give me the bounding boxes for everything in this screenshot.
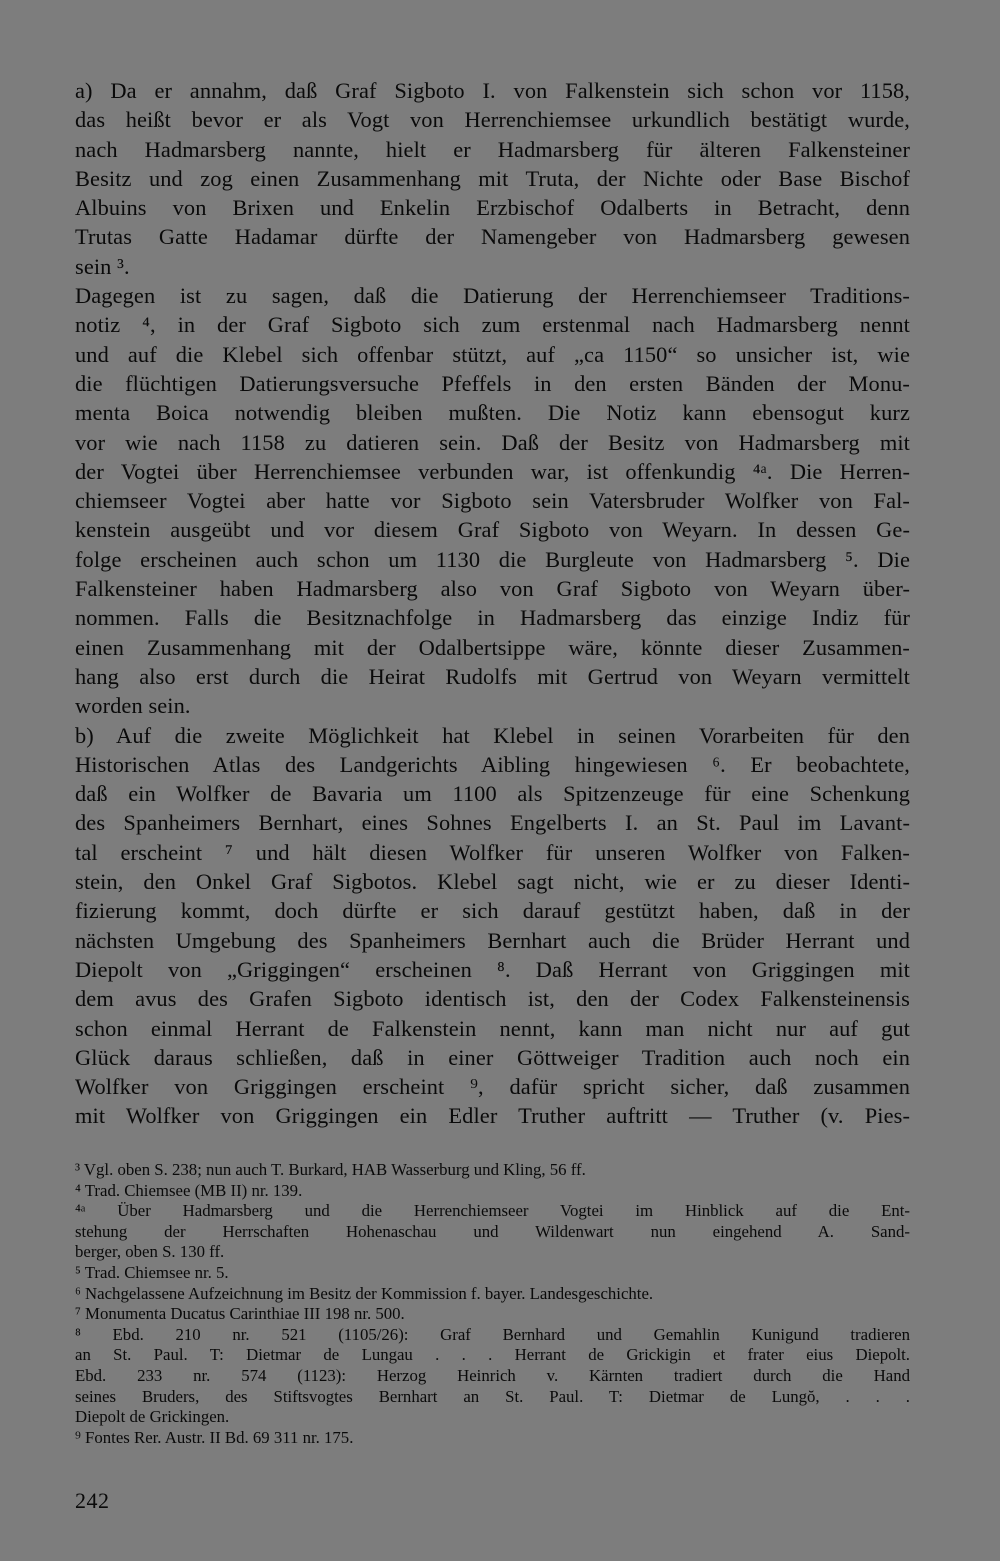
paragraph-a (75, 76, 910, 281)
text-line: Falkensteiner haben Hadmarsberg also von Graf Sigboto von Weyarn über- (75, 576, 910, 602)
footnote-6 (75, 1284, 910, 1305)
footnote-line: ⁴ Trad. Chiemsee (MB II) nr. 139. (75, 1180, 303, 1200)
text-line: tal erscheint ⁷ und hält diesen Wolfker für unseren Wolfker von Falken- (75, 839, 910, 865)
footnote-line: ⁶ Nachgelassene Aufzeichnung im Besitz der Kommission f. bayer. Landesgeschichte. (75, 1283, 654, 1303)
footnotes (75, 1160, 910, 1448)
text-line: Trutas Gatte Hadamar dürfte der Namengeber von Hadmarsberg gewesen (75, 224, 910, 250)
footnote-5 (75, 1263, 910, 1284)
text-line: vor wie nach 1158 zu datieren sein. Daß der Besitz von Hadmarsberg mit (75, 429, 910, 455)
page-number: 242 (75, 1488, 110, 1513)
text-line: fizierung kommt, doch dürfte er sich darauf gestützt haben, daß in der (75, 898, 910, 924)
text-line: des Spanheimers Bernhart, eines Sohnes Engelberts I. an St. Paul im Lavant- (75, 810, 910, 836)
footnote-line: an St. Paul. T: Dietmar de Lungau . . . Herrant de Grickigin et frater eius Diepolt. (75, 1345, 910, 1365)
text-line: nommen. Falls die Besitznachfolge in Hadmarsberg das einzige Indiz für (75, 605, 910, 631)
footnote-line: ³ Vgl. oben S. 238; nun auch T. Burkard, HAB Wasserburg und Kling, 56 ff. (75, 1160, 586, 1179)
footnote-8 (75, 1325, 910, 1428)
main-text (75, 76, 910, 1131)
footnote-line: Diepolt de Grickingen. (75, 1407, 230, 1427)
text-line: schon einmal Herrant de Falkenstein nennt, kann man nicht nur auf gut (75, 1015, 910, 1041)
text-line: einen Zusammenhang mit der Odalbertsippe wäre, könnte dieser Zusammen- (75, 634, 910, 660)
text-line: hang also erst durch die Heirat Rudolfs mit Gertrud von Weyarn vermittelt (75, 663, 910, 689)
paragraph-b (75, 721, 910, 1131)
text-line: dem avus des Grafen Sigboto identisch ist, den der Codex Falkensteinensis (75, 986, 910, 1012)
text-line: Albuins von Brixen und Enkelin Erzbischof Odalberts in Betracht, denn (75, 195, 910, 221)
text-line: mit Wolfker von Griggingen ein Edler Truther auftritt — Truther (v. Pies- (75, 1103, 910, 1129)
footnote-line: ⁴ᵃ Über Hadmarsberg und die Herrenchiemseer Vogtei im Hinblick auf die Ent- (75, 1201, 910, 1221)
text-line: die flüchtigen Datierungsversuche Pfeffels in den ersten Bänden der Monu- (75, 370, 910, 396)
text-line: das heißt bevor er als Vogt von Herrenchiemsee urkundlich bestätigt wurde, (75, 107, 910, 133)
text-line: kenstein ausgeübt und vor diesem Graf Sigboto von Weyarn. In dessen Ge- (75, 517, 910, 543)
footnote-3 (75, 1160, 910, 1181)
text-line: chiemseer Vogtei aber hatte vor Sigboto sein Vatersbruder Wolfker von Fal- (75, 488, 910, 514)
footnote-line: stehung der Herrschaften Hohenaschau und Wildenwart nun eingehend A. Sand- (75, 1221, 910, 1241)
text-line: nach Hadmarsberg nannte, hielt er Hadmarsberg für älteren Falkensteiner (75, 136, 910, 162)
text-line: folge erscheinen auch schon um 1130 die Burgleute von Hadmarsberg ⁵. Die (75, 546, 910, 572)
text-line: b) Auf die zweite Möglichkeit hat Klebel in seinen Vorarbeiten für den (75, 722, 910, 748)
text-line: Glück daraus schließen, daß in einer Göttweiger Tradition auch noch ein (75, 1044, 910, 1070)
text-line: a) Da er annahm, daß Graf Sigboto I. von Falkenstein sich schon vor 1158, (75, 78, 910, 103)
text-line: Wolfker von Griggingen erscheint ⁹, dafür spricht sicher, daß zusammen (75, 1074, 910, 1100)
text-line: Dagegen ist zu sagen, daß die Datierung der Herrenchiemseer Traditions- (75, 283, 910, 309)
text-line: Besitz und zog einen Zusammenhang mit Truta, der Nichte oder Base Bischof (75, 165, 910, 191)
text-line: daß ein Wolfker de Bavaria um 1100 als Spitzenzeuge für eine Schenkung (75, 781, 910, 807)
footnote-line: ⁹ Fontes Rer. Austr. II Bd. 69 311 nr. 175. (75, 1427, 354, 1447)
footnote-9 (75, 1428, 910, 1449)
footnote-line: seines Bruders, des Stiftsvogtes Bernhart an St. Paul. T: Dietmar de Lungŏ, . . . (75, 1386, 910, 1406)
text-line: nächsten Umgebung des Spanheimers Bernhart auch die Brüder Herrant und (75, 927, 910, 953)
text-line: menta Boica notwendig bleiben mußten. Die Notiz kann ebensogut kurz (75, 400, 910, 426)
footnote-line: Ebd. 233 nr. 574 (1123): Herzog Heinrich v. Kärnten tradiert durch die Hand (75, 1365, 910, 1385)
footnote-7 (75, 1304, 910, 1325)
text-line: der Vogtei über Herrenchiemsee verbunden war, ist offenkundig ⁴ᵃ. Die Herren- (75, 458, 910, 484)
text-line: Diepolt von „Griggingen“ erscheinen ⁸. Daß Herrant von Griggingen mit (75, 956, 910, 982)
footnote-4a (75, 1201, 910, 1263)
text-line: Historischen Atlas des Landgerichts Aibling hingewiesen ⁶. Er beobachtete, (75, 751, 910, 777)
text-line: notiz ⁴, in der Graf Sigboto sich zum erstenmal nach Hadmarsberg nennt (75, 312, 910, 338)
text-line: und auf die Klebel sich offenbar stützt, auf „ca 1150“ so unsicher ist, wie (75, 341, 910, 367)
text-line: stein, den Onkel Graf Sigbotos. Klebel sagt nicht, wie er zu dieser Identi- (75, 869, 910, 895)
text-line: sein ³. (75, 253, 130, 279)
footnote-line: ⁸ Ebd. 210 nr. 521 (1105/26): Graf Bernhard und Gemahlin Kunigund tradieren (75, 1324, 910, 1344)
paragraph-dagegen (75, 281, 910, 720)
text-line: worden sein. (75, 693, 191, 719)
footnote-4 (75, 1181, 910, 1202)
footnote-line: berger, oben S. 130 ff. (75, 1242, 225, 1262)
footnote-line: ⁷ Monumenta Ducatus Carinthiae III 198 nr. 500. (75, 1304, 405, 1324)
footnote-line: ⁵ Trad. Chiemsee nr. 5. (75, 1262, 229, 1282)
